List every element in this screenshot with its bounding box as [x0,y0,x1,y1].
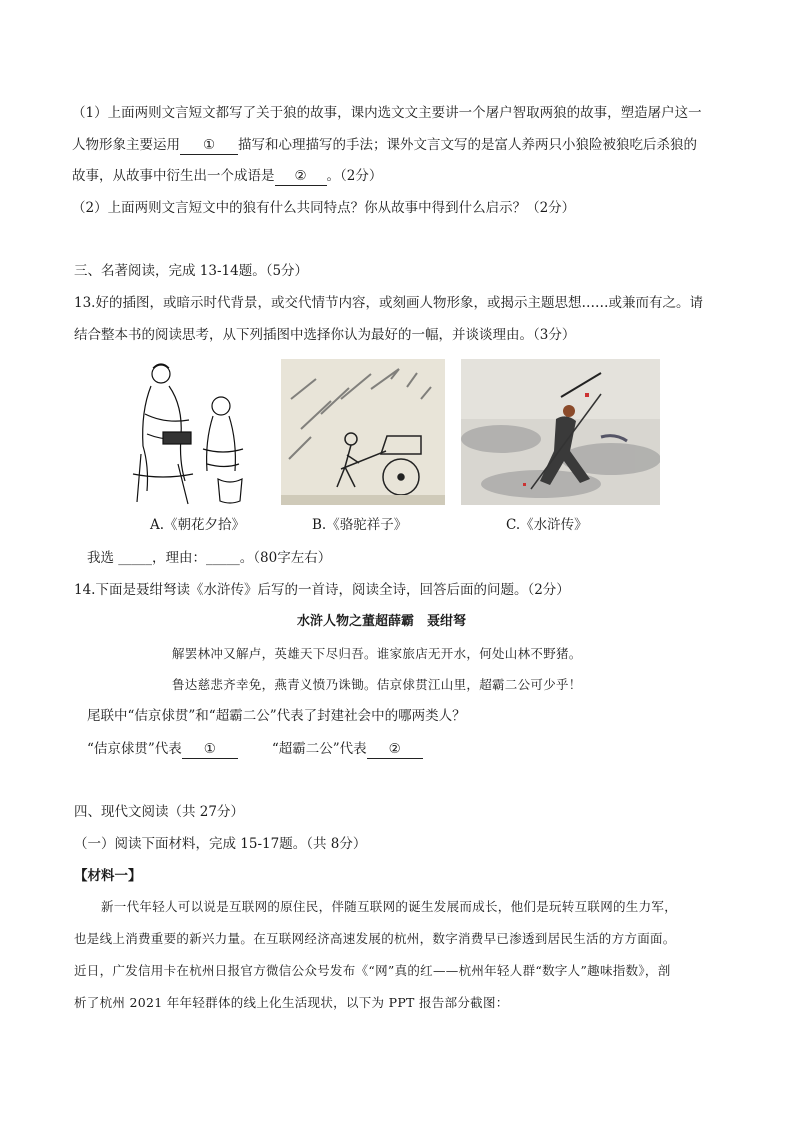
q12-part1-line3 [72,167,382,186]
q12-part1-line2 [72,136,697,155]
q12-part2: （2）上面两则文言短文中的狼有什么共同特点？你从故事中得到什么启示？（2分） [72,200,576,216]
poem-line-1: 解罢林冲又解卢，英雄天下尽归吾。谁家旅店无开水，何处山林不野猪。 [172,646,582,661]
blank-b-label: “超霸二公”代表 [271,741,367,757]
q12-part1-line1: （1）上面两则文言短文都写了关于狼的故事，课内选文文主要讲一个屠户智取两狼的故事，塑造屠户这一 [72,105,702,121]
illustration-b [281,359,445,505]
material-para-line4: 析了杭州 2021 年年轻群体的线上化生活现状，以下为 PPT 报告部分截图： [74,995,509,1010]
illustration-c-image [461,359,660,505]
blank-2[interactable]: ② [275,167,327,186]
illustration-a [123,354,259,506]
illustration-c [461,359,660,505]
q13-answer-line[interactable]: 我选 _____，理由：_____。（80字左右） [87,550,332,566]
q12-line3-pre: 故事，从故事中衍生出一个成语是 [72,168,275,184]
section3-heading: 三、名著阅读，完成 13-14题。（5分） [74,263,309,279]
caption-a: A.《朝花夕拾》 [150,517,246,533]
blank-a-label: “佶京俅贯”代表 [87,741,182,757]
q13-line1: 13.好的插图，或暗示时代背景，或交代情节内容，或刻画人物形象，或揭示主题思想……或兼而有之。请 [74,295,703,311]
caption-c: C.《水浒传》 [506,517,588,533]
poem-title: 水浒人物之董超薛霸 聂绀弩 [297,614,467,629]
q12-line2-pre: 人物形象主要运用 [72,137,180,153]
q14-question: 尾联中“佶京俅贯”和“超霸二公”代表了封建社会中的哪两类人？ [87,708,466,724]
material-para-line2: 也是线上消费重要的新兴力量。在互联网经济高速发展的杭州，数字消费早已渗透到居民生活的方方面面。 [74,931,676,946]
caption-b: B.《骆驼祥子》 [312,517,408,533]
section4-heading: 四、现代文阅读（共 27分） [74,804,244,820]
section4-subheading: （一）阅读下面材料，完成 15-17题。（共 8分） [74,836,367,852]
q14-blanks [87,740,423,759]
q12-line2-post: 描写和心理描写的手法；课外文言文写的是富人养两只小狼险被狼吃后杀狼的 [238,137,697,153]
material-para-line3: 近日，广发信用卡在杭州日报官方微信公众号发布《“网”真的红——杭州年轻人群“数字人”趣味指数》，剖 [74,963,671,978]
blank-1[interactable]: ① [180,136,238,155]
q12-line3-post: 。（2分） [326,168,383,184]
material-label: 【材料一】 [74,868,142,884]
material-para-line1: 新一代年轻人可以说是互联网的原住民，伴随互联网的诞生发展而成长，他们是玩转互联网的生力军， [101,899,678,914]
illustration-a-image [123,354,259,506]
blank-b[interactable]: ② [367,740,423,759]
blank-a[interactable]: ① [182,740,238,759]
poem-line-2: 鲁达慈悲齐幸免，燕青义愤乃诛锄。佶京俅贯江山里，超霸二公可少乎！ [172,677,582,692]
q14-line: 14.下面是聂绀弩读《水浒传》后写的一首诗，阅读全诗，回答后面的问题。（2分） [74,582,570,598]
q13-line2: 结合整本书的阅读思考，从下列插图中选择你认为最好的一幅，并谈谈理由。（3分） [74,327,576,343]
illustration-b-image [281,359,445,505]
